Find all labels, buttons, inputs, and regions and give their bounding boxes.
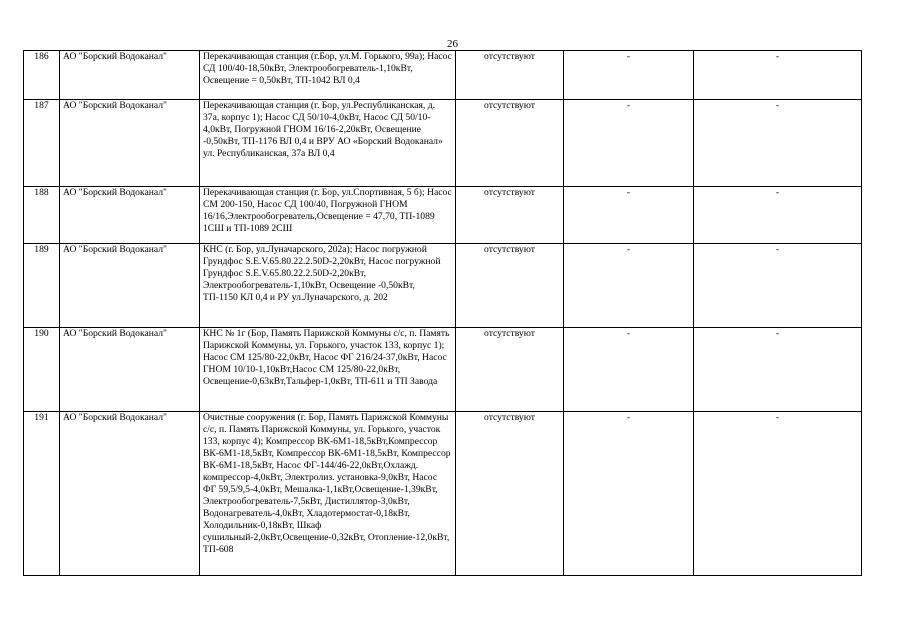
dash-cell: -	[694, 328, 862, 412]
organization-cell: АО "Борский Водоканал"	[60, 412, 200, 576]
row-number: 191	[24, 412, 60, 576]
row-number: 190	[24, 328, 60, 412]
status-cell: отсутствуют	[456, 51, 564, 100]
page-number: 26	[447, 38, 458, 50]
table-row	[24, 51, 862, 100]
organization-cell: АО "Борский Водоканал"	[60, 244, 200, 328]
dash-cell: -	[564, 187, 694, 244]
dash-cell: -	[564, 100, 694, 187]
status-cell: отсутствуют	[456, 100, 564, 187]
consumers-table	[23, 50, 862, 576]
facility-description-cell: Перекачивающая станция (г.Бор, ул.М. Горького, 99а); Насос СД 100/40-18,50кВт, Электрообогреватель-1,10кВт, Освещение = 0,50кВт, ТП-1042 ВЛ 0,4	[200, 51, 456, 100]
table-row	[24, 244, 862, 328]
dash-cell: -	[694, 100, 862, 187]
dash-cell: -	[564, 328, 694, 412]
row-number: 188	[24, 187, 60, 244]
table-row	[24, 187, 862, 244]
row-number: 189	[24, 244, 60, 328]
facility-description-cell: Перекачивающая станция (г. Бор, ул.Спортивная, 5 б); Насос СМ 200-150, Насос СД 100/40, Погружной ГНОМ 16/16,Электрообогреватель,Освещение = 47,70, ТП-1089 1СШ и ТП-1089 2СШ	[200, 187, 456, 244]
dash-cell: -	[694, 51, 862, 100]
facility-description-cell: Перекачивающая станция (г. Бор, ул.Республиканская, д. 37а, корпус 1); Насос СД 50/10-4,0кВт, Насос СД 50/10-4,0кВт, Погружной ГНОМ 16/16-2,20кВт, Освещение -0,50кВт, ТП-1176 ВЛ 0,4 и ВРУ АО «Борский Водоканал» ул. Республиканская, 37а ВЛ 0,4	[200, 100, 456, 187]
dash-cell: -	[694, 412, 862, 576]
table-row	[24, 412, 862, 576]
row-number: 187	[24, 100, 60, 187]
dash-cell: -	[564, 412, 694, 576]
table-row	[24, 100, 862, 187]
organization-cell: АО "Борский Водоканал"	[60, 328, 200, 412]
dash-cell: -	[694, 187, 862, 244]
facility-description-cell: КНС № 1г (Бор, Память Парижской Коммуны с/с, п. Память Парижской Коммуны, ул. Горького, участок 133, корпус 1); Насос СМ 125/80-22,0кВт, Насос ФГ 216/24-37,0кВт, Насос ГНОМ 10/10-1,10кВт,Насос СМ 125/80-22,0кВт, Освещение-0,63кВт,Тальфер-1,0кВт, ТП-611 и ТП Завода	[200, 328, 456, 412]
dash-cell: -	[694, 244, 862, 328]
dash-cell: -	[564, 244, 694, 328]
row-number: 186	[24, 51, 60, 100]
organization-cell: АО "Борский Водоканал"	[60, 100, 200, 187]
organization-cell: АО "Борский Водоканал"	[60, 51, 200, 100]
table-row	[24, 328, 862, 412]
status-cell: отсутствуют	[456, 187, 564, 244]
facility-description-cell: Очистные сооружения (г. Бор, Память Парижской Коммуны с/с, п. Память Парижской Коммуны, ул. Горького, участок 133, корпус 4); Компрессор ВК-6М1-18,5кВт,Компрессор ВК-6М1-18,5кВт, Компрессор ВК-6М1-18,5кВт, Компрессор ВК-6М1-18,5кВт, Насос ФГ-144/46-22,0кВт,Охлажд. компрессор-4,0кВт, Электролиз. установка-9,0кВт, Насос ФГ 59,5/9,5-4,0кВт, Мешалка-1,1кВт,Освещение-1,39кВт, Электрообогреватель-7,5кВт, Дистиллятор-3,0кВт, Водонагреватель-4,0кВт, Хладотермостат-0,18кВт, Холодильник-0,18кВт, Шкаф сушильный-2,0кВт,Освещение-0,32кВт, Отопление-12,0кВт, ТП-608	[200, 412, 456, 576]
organization-cell: АО "Борский Водоканал"	[60, 187, 200, 244]
dash-cell: -	[564, 51, 694, 100]
status-cell: отсутствуют	[456, 328, 564, 412]
status-cell: отсутствуют	[456, 244, 564, 328]
status-cell: отсутствуют	[456, 412, 564, 576]
facility-description-cell: КНС (г. Бор, ул.Луначарского, 202а); Насос погружной Грундфос S.E.V.65.80.22.2.50D-2,20кВт, Насос погружной Грундфос S.E.V.65.80.22.2.50D-2,20кВт, Электрообогреватель-1,10кВт, Освещение -0,50кВт, ТП-1150 КЛ 0,4 и РУ ул.Луначарского, д. 202	[200, 244, 456, 328]
